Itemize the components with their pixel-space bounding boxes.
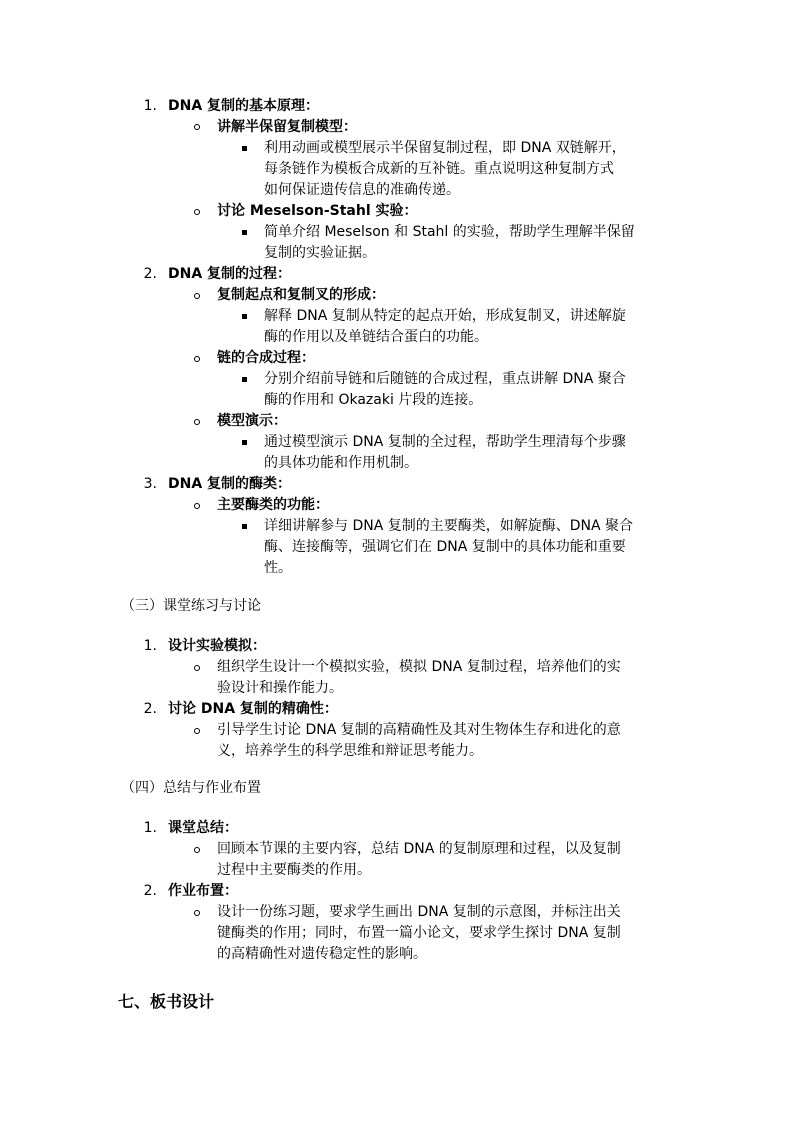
list-number: 2. <box>143 883 157 899</box>
paragraph-line: 过程中主要酶类的作用。 <box>217 862 371 878</box>
square-bullet-icon <box>242 146 247 151</box>
sub-item-heading: 模型演示： <box>217 413 287 429</box>
square-bullet-icon <box>242 230 247 235</box>
circle-bullet-icon <box>194 293 200 299</box>
circle-bullet-icon <box>194 124 200 130</box>
paragraph-line: 的高精确性对遗传稳定性的影响。 <box>217 946 427 962</box>
item-heading: DNA 复制的过程： <box>168 266 292 282</box>
circle-bullet-icon <box>194 665 200 671</box>
paragraph-line: 验设计和操作能力。 <box>217 680 343 696</box>
chapter-heading: 七、板书设计 <box>118 992 215 1011</box>
paragraph-line: 如何保证遗传信息的准确传递。 <box>264 182 460 198</box>
item-heading: DNA 复制的基本原理： <box>168 98 320 114</box>
paragraph-line: 的具体功能和作用机制。 <box>264 455 418 471</box>
paragraph-line: 性。 <box>264 560 292 576</box>
circle-bullet-icon <box>194 356 200 362</box>
paragraph-line: 详细讲解参与 DNA 复制的主要酶类，如解旋酶、DNA 聚合 <box>264 518 634 534</box>
item-heading: 课堂总结： <box>168 820 238 836</box>
paragraph-line: 组织学生设计一个模拟实验，模拟 DNA 复制过程，培养他们的实 <box>217 659 621 675</box>
circle-bullet-icon <box>194 728 200 734</box>
list-number: 2. <box>143 701 157 717</box>
square-bullet-icon <box>242 524 247 529</box>
paragraph-line: 酶的作用和 Okazaki 片段的连接。 <box>264 392 483 408</box>
item-heading: DNA 复制的酶类： <box>168 476 292 492</box>
sub-item-heading: 复制起点和复制叉的形成： <box>217 287 385 303</box>
paragraph-line: 简单介绍 Meselson 和 Stahl 的实验，帮助学生理解半保留 <box>264 224 635 240</box>
paragraph-line: 分别介绍前导链和后随链的合成过程，重点讲解 DNA 聚合 <box>264 371 626 387</box>
sub-item-heading: 讲解半保留复制模型： <box>217 119 357 135</box>
paragraph-line: 通过模型演示 DNA 复制的全过程，帮助学生理清每个步骤 <box>264 434 626 450</box>
paragraph-line: 利用动画或模型展示半保留复制过程，即 DNA 双链解开， <box>264 140 626 156</box>
list-number: 1. <box>143 98 157 114</box>
circle-bullet-icon <box>194 847 200 853</box>
paragraph-line: 复制的实验证据。 <box>264 245 376 261</box>
sub-item-heading: 链的合成过程： <box>217 350 315 366</box>
paragraph-line: 回顾本节课的主要内容，总结 DNA 的复制原理和过程，以及复制 <box>217 841 621 857</box>
paragraph-line: 酶、连接酶等，强调它们在 DNA 复制中的具体功能和重要 <box>264 539 626 555</box>
square-bullet-icon <box>242 440 247 445</box>
circle-bullet-icon <box>194 503 200 509</box>
list-number: 1. <box>143 638 157 654</box>
paragraph-line: 每条链作为模板合成新的互补链。重点说明这种复制方式 <box>264 161 614 177</box>
section-heading: （三）课堂练习与讨论 <box>121 598 261 614</box>
item-heading: 讨论 DNA 复制的精确性： <box>168 701 338 717</box>
sub-item-heading: 讨论 Meselson-Stahl 实验： <box>217 203 418 219</box>
list-number: 2. <box>143 266 157 282</box>
sub-item-heading: 主要酶类的功能： <box>217 497 329 513</box>
square-bullet-icon <box>242 314 247 319</box>
list-number: 3. <box>143 476 157 492</box>
paragraph-line: 设计一份练习题，要求学生画出 DNA 复制的示意图，并标注出关 <box>217 904 621 920</box>
paragraph-line: 键酶类的作用；同时，布置一篇小论文，要求学生探讨 DNA 复制 <box>217 925 621 941</box>
item-heading: 设计实验模拟： <box>168 638 266 654</box>
circle-bullet-icon <box>194 910 200 916</box>
square-bullet-icon <box>242 377 247 382</box>
item-heading: 作业布置： <box>168 883 238 899</box>
paragraph-line: 义，培养学生的科学思维和辩证思考能力。 <box>217 743 483 759</box>
paragraph-line: 引导学生讨论 DNA 复制的高精确性及其对生物体生存和进化的意 <box>217 722 621 738</box>
paragraph-line: 解释 DNA 复制从特定的起点开始，形成复制叉，讲述解旋 <box>264 308 626 324</box>
list-number: 1. <box>143 820 157 836</box>
circle-bullet-icon <box>194 209 200 215</box>
paragraph-line: 酶的作用以及单链结合蛋白的功能。 <box>264 329 488 345</box>
circle-bullet-icon <box>194 419 200 425</box>
section-heading: （四）总结与作业布置 <box>121 780 261 796</box>
